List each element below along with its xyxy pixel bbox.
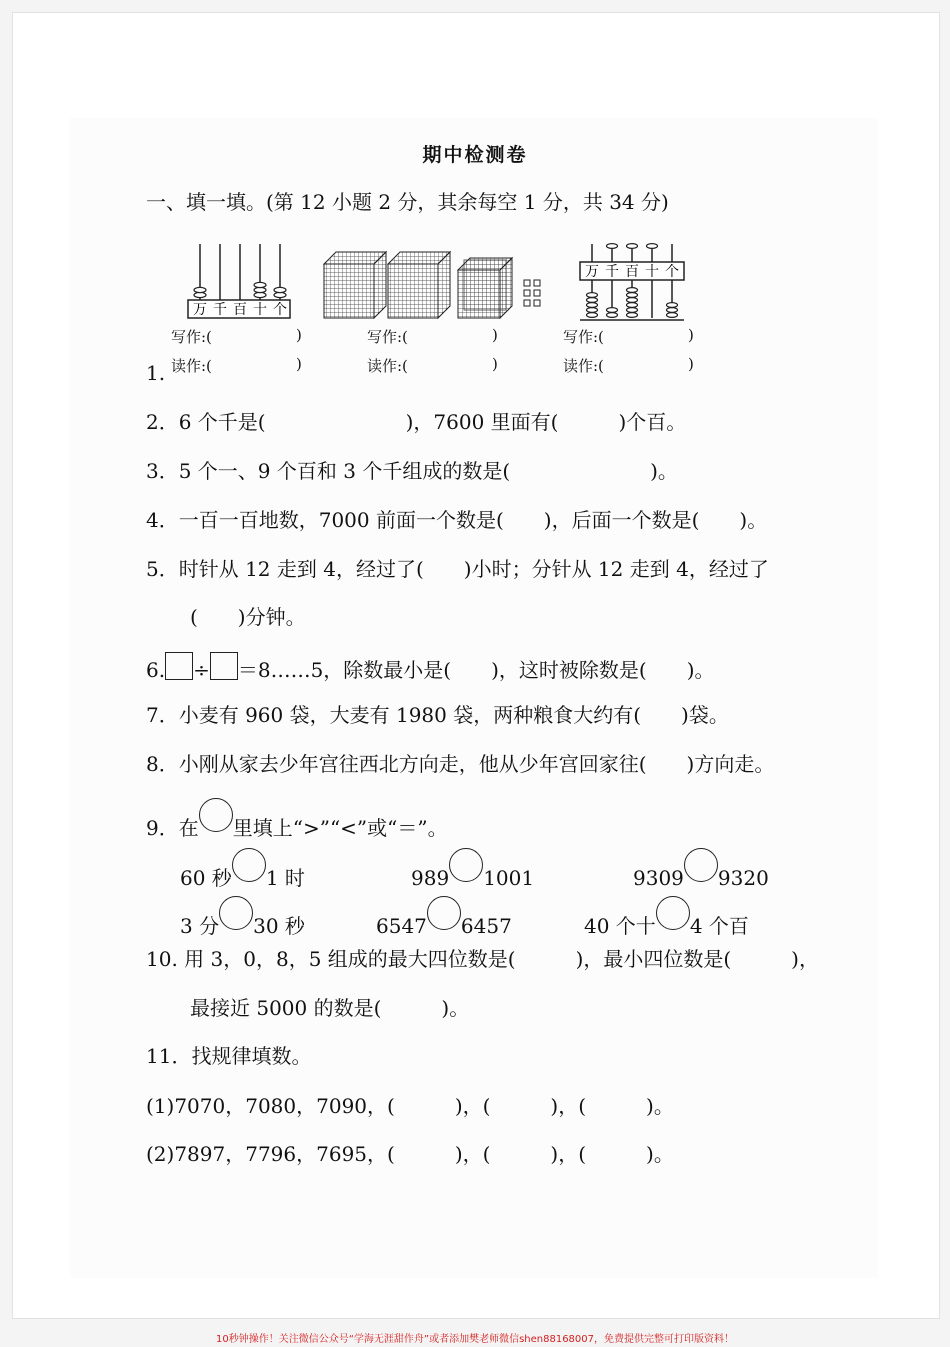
divisor-box [210, 652, 238, 680]
abacus-figure-right [576, 238, 686, 324]
question-11-heading: 11．找规律填数。 [146, 1044, 312, 1068]
question-3: 3．5 个一、9 个百和 3 个千组成的数是( )。 [146, 459, 678, 483]
read-close-1: ) [296, 355, 302, 373]
compare-left-2: 989 [411, 866, 450, 890]
compare-circle-1 [232, 848, 266, 882]
abacus-label-bai: 百 [233, 302, 247, 318]
abacus-label-shi: 十 [253, 302, 267, 318]
question-6-rest: ＝8……5，除数最小是( )，这时被除数是( )。 [237, 658, 715, 682]
question-5-line-1: 5．时针从 12 走到 4，经过了( )小时；分针从 12 走到 4，经过了 [146, 557, 769, 581]
compare-right-4: 30 秒 [253, 914, 305, 938]
compare-circle-6 [656, 896, 690, 930]
question-10-line-2: 最接近 5000 的数是( )。 [190, 996, 470, 1020]
question-9-prefix: 9．在 [146, 816, 199, 840]
compare-circle-sample [199, 798, 233, 832]
compare-left-4: 3 分 [180, 914, 220, 938]
compare-right-6: 4 个百 [689, 914, 749, 938]
compare-item-1 [180, 848, 305, 891]
question-1-number: 1. [146, 361, 166, 385]
question-10-line-1: 10. 用 3，0，8，5 组成的最大四位数是( )，最小四位数是( )， [146, 947, 819, 971]
compare-circle-4 [219, 896, 253, 930]
question-5-line-2: ( )分钟。 [190, 605, 306, 629]
question-6 [146, 652, 715, 683]
write-label-1: 写作:( [171, 328, 212, 346]
footer-notice: 10秒钟操作！关注微信公众号“学海无涯甜作舟”或者添加樊老师微信shen88168007，免费提供完整可打印版资料！ [215, 1334, 735, 1345]
question-11-line-1: (1)7070，7080，7090，( )，( )，( )。 [146, 1094, 674, 1118]
question-4: 4．一百一百地数，7000 前面一个数是( )，后面一个数是( )。 [146, 508, 768, 532]
write-close-3: ) [688, 326, 694, 344]
division-sign: ÷ [193, 658, 210, 682]
question-8: 8．小刚从家去少年宫往西北方向走，他从少年宫回家往( )方向走。 [146, 752, 775, 776]
read-label-2: 读作:( [367, 357, 408, 375]
question-6-prefix: 6. [146, 658, 166, 682]
compare-right-1: 1 时 [265, 866, 305, 890]
compare-circle-2 [449, 848, 483, 882]
question-9 [146, 798, 448, 841]
compare-right-3: 9320 [717, 866, 769, 890]
write-label-2: 写作:( [367, 328, 408, 346]
compare-left-6: 40 个十 [584, 914, 656, 938]
read-close-3: ) [688, 355, 694, 373]
abacus2-label-qian: 千 [605, 264, 619, 280]
abacus2-label-ge: 个 [665, 264, 679, 280]
page-title: 期中检测卷 [422, 144, 528, 166]
compare-item-4 [180, 896, 305, 939]
compare-item-2 [411, 848, 534, 890]
compare-left-5: 6547 [376, 914, 427, 938]
compare-item-3 [633, 848, 769, 890]
abacus2-label-shi: 十 [645, 264, 659, 280]
compare-right-2: 1001 [483, 866, 535, 890]
abacus-figure-left [180, 238, 300, 322]
read-label-1: 读作:( [171, 357, 212, 375]
compare-left-3: 9309 [633, 866, 684, 890]
compare-item-5 [376, 896, 512, 938]
abacus-label-qian: 千 [213, 302, 227, 318]
dividend-box [165, 652, 193, 680]
abacus2-label-wan: 万 [585, 264, 599, 280]
thousand-cubes-figure [318, 248, 554, 324]
write-close-1: ) [296, 326, 302, 344]
write-label-3: 写作:( [563, 328, 604, 346]
abacus-label-wan: 万 [193, 302, 207, 318]
question-11-line-2: (2)7897，7796，7695，( )，( )，( )。 [146, 1142, 674, 1166]
question-7: 7．小麦有 960 袋，大麦有 1980 袋，两种粮食大约有( )袋。 [146, 703, 729, 727]
abacus-label-ge: 个 [273, 302, 287, 318]
abacus2-label-bai: 百 [625, 264, 639, 280]
compare-left-1: 60 秒 [180, 866, 232, 890]
write-close-2: ) [492, 326, 498, 344]
compare-circle-5 [427, 896, 461, 930]
read-label-3: 读作:( [563, 357, 604, 375]
compare-item-6 [584, 896, 749, 939]
question-9-suffix: 里填上“>”“<”或“＝”。 [232, 816, 448, 840]
compare-right-5: 6457 [460, 914, 512, 938]
read-close-2: ) [492, 355, 498, 373]
section-heading: 一、填一填。(第 12 小题 2 分，其余每空 1 分，共 34 分) [146, 190, 669, 214]
question-2: 2．6 个千是( )，7600 里面有( )个百。 [146, 410, 687, 434]
compare-circle-3 [684, 848, 718, 882]
